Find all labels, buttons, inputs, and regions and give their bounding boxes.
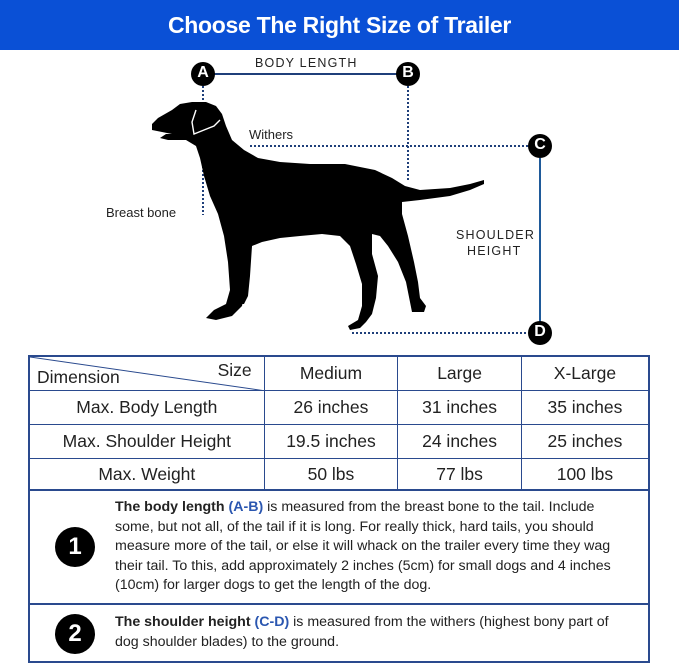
table-cell: 100 lbs [521,458,649,492]
number-two-icon: 2 [55,614,95,654]
note-body-length [28,489,650,605]
corner-size-label: Size [217,360,252,380]
breast-bone-label: Breast bone [106,205,177,220]
note-shoulder-height [28,603,650,663]
table-cell: 50 lbs [264,458,398,492]
table-cell: 77 lbs [398,458,522,492]
note-lead: The shoulder height [115,614,251,630]
column-header-xlarge: X-Large [521,356,649,390]
number-one-icon: 1 [55,527,95,567]
table-header-row [29,356,649,390]
table-cell: 35 inches [521,390,649,424]
table-row [29,424,649,458]
marker-d-label: D [534,323,546,340]
size-table [28,355,650,493]
withers-label: Withers [249,127,294,142]
table-cell: 26 inches [264,390,398,424]
note-ref: (C-D) [254,614,290,630]
dog-measurement-diagram [0,50,679,350]
table-cell: 31 inches [398,390,522,424]
row-label: Max. Body Length [29,390,264,424]
header-banner [0,0,679,50]
corner-header-cell [29,356,264,390]
page-title: Choose The Right Size of Trailer [167,11,512,38]
note-body: is measured from the withers (highest bony part of dog shoulder blades) to the ground. [115,614,609,650]
shoulder-label-line2: HEIGHT [467,244,522,258]
note-body: is measured from the breast bone to the tail. Include some, but not all, of the tail if it is long. For really thick, hard tails, you should measure more of the tail, or else it will whack on the trailer every time they wag their tail. To this, add approximately 2 inches (5cm) for small dogs and 4 inches (10cm) for larger dogs to get the length of the dog. [115,499,611,593]
marker-c-label: C [534,136,546,153]
row-label: Max. Shoulder Height [29,424,264,458]
note-lead: The body length [115,499,225,515]
table-cell: 24 inches [398,424,522,458]
note-ref: (A-B) [228,499,264,515]
note-body-length-text [115,498,634,596]
column-header-large: Large [398,356,522,390]
note-shoulder-height-text [115,613,634,652]
table-row [29,458,649,492]
corner-dimension-label: Dimension [37,366,120,387]
body-length-label: BODY LENGTH [255,56,358,70]
table-cell: 19.5 inches [264,424,398,458]
marker-a-label: A [197,64,209,81]
marker-b-label: B [402,64,414,81]
table-cell: 25 inches [521,424,649,458]
table-row [29,390,649,424]
dog-diagram-graphic [0,50,679,350]
shoulder-label-line1: SHOULDER [456,228,536,242]
dog-silhouette-icon [152,102,484,330]
row-label: Max. Weight [29,458,264,492]
column-header-medium: Medium [264,356,398,390]
